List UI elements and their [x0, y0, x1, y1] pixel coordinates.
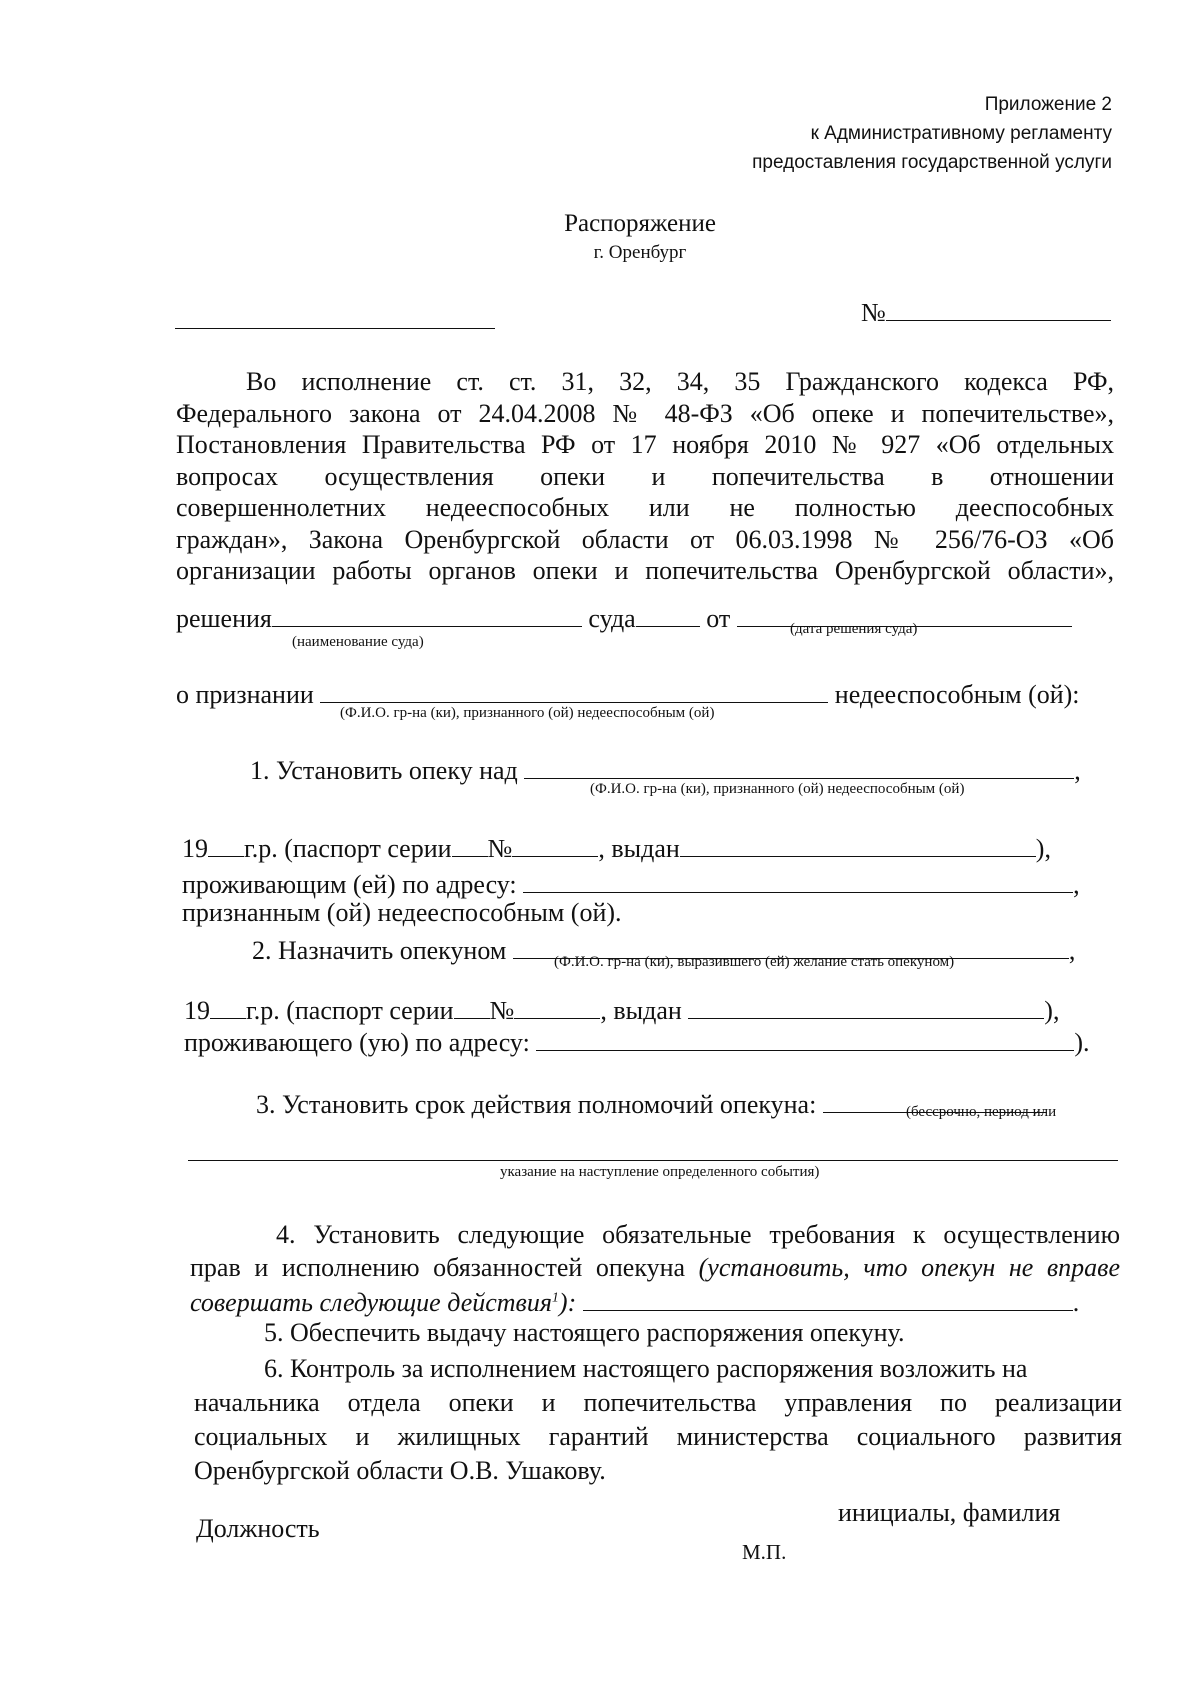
item2-passport-line: 19 г.р. (паспорт серии № , выдан ),	[184, 992, 1059, 1026]
preamble-line-3: Постановления Правительства РФ от 17 ноября 2010 № 927 «Об отдельных	[176, 430, 1114, 459]
item2-issued-label: , выдан	[600, 996, 682, 1025]
item3-caption-2: указание на наступление определенного события)	[500, 1164, 820, 1180]
decision-date-caption: (дата решения суда)	[790, 621, 918, 637]
item4-line-1: 4. Установить следующие обязательные требования к осуществлению	[276, 1220, 1120, 1249]
item1-passport-line: 19 г.р. (паспорт серии № , выдан ),	[182, 830, 1051, 864]
number-field	[861, 294, 1111, 328]
item4-line-2	[190, 1251, 1120, 1284]
item1-issued-label: , выдан	[598, 834, 680, 863]
preamble-paragraph	[176, 366, 1114, 587]
signature-position: Должность	[196, 1514, 320, 1543]
court-name-blank	[272, 600, 582, 627]
recognition-fio-blank	[320, 676, 828, 703]
item4-footnote-mark: 1	[551, 1290, 559, 1306]
item1-series-blank	[452, 830, 488, 857]
item2-year: 19	[184, 996, 210, 1025]
item6-paragraph	[194, 1352, 1122, 1488]
item2-number-blank	[514, 992, 600, 1019]
item1-address-line: проживающим (ей) по адресу: ,	[182, 866, 1080, 900]
item4-actions-blank	[583, 1284, 1073, 1311]
item2-line: 2. Назначить опекуном ,	[252, 932, 1075, 966]
preamble-line-4: вопросах осуществления опеки и попечительства в отношении	[176, 461, 1114, 491]
item1-fio-blank	[524, 752, 1074, 779]
preamble-line-2: Федерального закона от 24.04.2008 № 48-ФЗ «Об опеке и попечительстве»,	[176, 398, 1114, 428]
stamp-place: М.П.	[742, 1540, 787, 1564]
item2-passport-label: г.р. (паспорт серии	[246, 996, 454, 1025]
item3-term-blank-2	[188, 1160, 1118, 1161]
preamble-line-6: граждан», Закона Оренбургской области от 06.03.1998 № 256/76-ОЗ «Об	[176, 524, 1114, 554]
item1-year: 19	[182, 834, 208, 863]
number-label: №	[861, 298, 886, 327]
item4-line-3-end: ):	[558, 1288, 577, 1317]
item5-line: 5. Обеспечить выдачу настоящего распоряжения опекуну.	[264, 1318, 905, 1347]
court-name-caption: (наименование суда)	[292, 634, 424, 650]
item6-line-3: социальных и жилищных гарантий министерства социального развития	[194, 1422, 1122, 1451]
item4-line-3: совершать следующие действия$^1$): .	[190, 1284, 1079, 1318]
item2-address-blank	[536, 1024, 1074, 1051]
decision-label: решения	[176, 604, 272, 633]
item1-address-blank	[523, 866, 1073, 893]
item1-passport-label: г.р. (паспорт серии	[244, 834, 452, 863]
preamble-line-1: Во исполнение ст. ст. 31, 32, 34, 35 Гражданского кодекса РФ,	[246, 367, 1114, 396]
signature-name: инициалы, фамилия	[838, 1498, 1061, 1527]
preamble-line-5: совершеннолетних недееспособных или не полностью дееспособных	[176, 493, 1114, 522]
item2-label: 2. Назначить опекуном	[252, 936, 507, 965]
item2-issued-blank	[688, 992, 1044, 1019]
number-blank	[886, 294, 1111, 321]
decision-line	[176, 600, 1072, 634]
item3-label: 3. Установить срок действия полномочий опекуна:	[256, 1090, 817, 1119]
court-blank	[636, 600, 700, 627]
incapable-label: недееспособным (ой):	[834, 680, 1080, 709]
item2-no-label: №	[489, 996, 515, 1025]
item1-number-blank	[512, 830, 598, 857]
appendix-line-2: к Административному регламенту	[810, 123, 1112, 144]
item2-residing-label: проживающего (ую) по адресу:	[184, 1028, 530, 1057]
item4-paragraph	[190, 1218, 1120, 1284]
appendix-header	[752, 90, 1112, 177]
item6-line-1: 6. Контроль за исполнением настоящего распоряжения возложить на	[264, 1354, 1028, 1383]
court-label: суда	[588, 604, 636, 633]
appendix-line-3: предоставления государственной услуги	[752, 152, 1112, 173]
item4-line-2-text: прав и исполнению обязанностей опекуна	[190, 1253, 699, 1282]
item6-line-4: Оренбургской области О.В. Ушакову.	[194, 1456, 606, 1485]
recognition-fio-caption: (Ф.И.О. гр-на (ки), признанного (ой) недееспособным (ой)	[340, 705, 715, 721]
item1-label: 1. Установить опеку над	[250, 756, 518, 785]
document-city: г. Оренбург	[593, 242, 687, 263]
item2-address-line: проживающего (ую) по адресу: ).	[184, 1024, 1089, 1058]
item1-line: 1. Установить опеку над ,	[250, 752, 1081, 786]
item1-no-label: №	[487, 834, 513, 863]
item1-issued-blank	[680, 830, 1036, 857]
item4-line-2-italic: (установить, что опекун не вправе	[698, 1253, 1120, 1282]
recognition-label: о признании	[176, 680, 314, 709]
item2-year-blank	[210, 992, 246, 1019]
item3-caption-1: (бессрочно, период или	[906, 1104, 1057, 1120]
item1-recognized: признанным (ой) недееспособным (ой).	[182, 898, 622, 927]
appendix-line-1: Приложение 2	[984, 94, 1112, 115]
item2-series-blank	[454, 992, 490, 1019]
item2-fio-caption: (Ф.И.О. гр-на (ки), выразившего (ей) желание стать опекуном)	[554, 954, 955, 970]
preamble-line-7: организации работы органов опеки и попечительства Оренбургской области»,	[176, 556, 1114, 585]
item1-year-blank	[208, 830, 244, 857]
date-blank-line	[175, 328, 495, 329]
document-title: Распоряжение	[564, 210, 716, 237]
from-label: от	[706, 604, 731, 633]
item1-residing-label: проживающим (ей) по адресу:	[182, 870, 517, 899]
item4-line-3-text: совершать следующие действия	[190, 1288, 552, 1317]
item6-line-2: начальника отдела опеки и попечительства управления по реализации	[194, 1388, 1122, 1417]
item1-fio-caption: (Ф.И.О. гр-на (ки), признанного (ой) недееспособным (ой)	[590, 781, 965, 797]
